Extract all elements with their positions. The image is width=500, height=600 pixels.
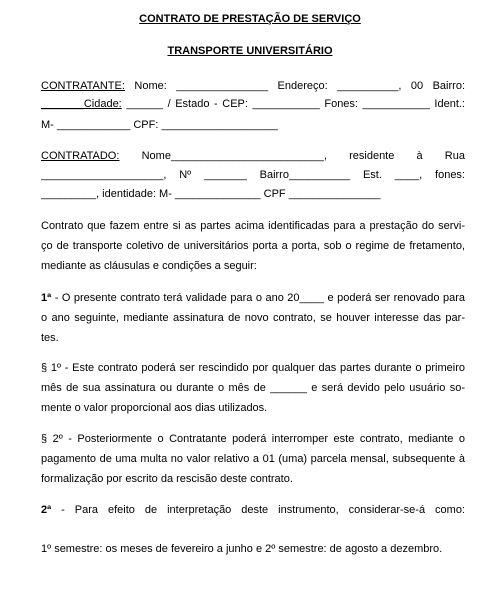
contratante-line-2-blank: _______ — [41, 98, 84, 110]
contratante-line-1 — [41, 79, 465, 93]
clause-1-line-3: tes. — [41, 332, 59, 344]
contratante-line-3-text: M- ____________ CPF: ___________________ — [41, 119, 278, 131]
clause-2-line-1-text: - Para efeito de interpretação deste instrumento, considerar-se-á como: — [51, 504, 465, 516]
clause-2-line-1 — [41, 503, 465, 517]
paragraph-1-line-1: § 1º - Este contrato poderá ser rescindido por qualquer das partes durante o primeiro — [41, 362, 465, 374]
clause-1-line-1 — [41, 291, 465, 305]
clause-2-number: 2ª — [41, 504, 52, 516]
contratado-label: CONTRATADO: — [41, 150, 120, 162]
contratante-line-2 — [41, 97, 465, 111]
contratante-cidade-label: Cidade: — [83, 98, 122, 110]
contratado-line-1-text: Nome_________________________, residente à Rua — [119, 150, 465, 162]
document-subtitle-text: TRANSPORTE UNIVERSITÁRIO — [167, 45, 333, 57]
document-title — [0, 12, 500, 26]
contratante-label: CONTRATANTE: — [41, 80, 125, 92]
intro-line-2: ço de transporte coletivo de universitários porta a porta, sob o regime de fretamento, — [41, 240, 465, 252]
contratante-line-3 — [41, 118, 465, 132]
contratado-line-3-text: _________, identidade: M- ______________ CPF _______________ — [41, 188, 381, 200]
document-subtitle — [0, 44, 500, 58]
paragraph-1-line-3: mente o valor proporcional aos dias utilizados. — [41, 402, 268, 414]
paragraph-2-line-2: pagamento de uma multa no valor relativo a 01 (uma) parcela mensal, subsequente à — [41, 453, 465, 465]
contratante-line-2-text: ______ / Estado - CEP: ___________ Fones: ___________ Ident.: — [121, 98, 465, 110]
contratado-line-2 — [41, 168, 465, 182]
paragraph-2-line-3: formalização por escrito da rescisão deste contrato. — [41, 473, 293, 485]
contratado-line-1 — [41, 149, 465, 163]
contratado-line-3 — [41, 187, 465, 201]
clause-1-line-1-text: - O presente contrato terá validade para o ano 20____ e poderá ser renovado para — [51, 292, 465, 304]
contratado-line-2-text: ____________________, Nº _______ Bairro__________ Est. ____, fones: — [41, 169, 465, 181]
paragraph-2-line-1: § 2º - Posteriormente o Contratante poderá interromper este contrato, mediante o — [41, 433, 465, 445]
clause-1-number: 1ª — [41, 292, 52, 304]
paragraph-1-line-2: mês de sua assinatura ou durante o mês de ______ e será devido pelo usuário so- — [41, 382, 465, 394]
contratante-line-1-text: Nome: _______________ Endereço: __________, 00 Bairro: — [124, 80, 465, 92]
clause-1-line-2: o ano seguinte, mediante assinatura de novo contrato, se houver interesse das par- — [41, 312, 465, 324]
intro-line-3: mediante as cláusulas e condições a seguir: — [41, 260, 257, 272]
intro-line-1: Contrato que fazem entre si as partes acima identificadas para a prestação do servi- — [41, 220, 465, 232]
semester-line: 1º semestre: os meses de fevereiro a junho e 2º semestre: de agosto a dezembro. — [41, 543, 443, 555]
document-title-text: CONTRATO DE PRESTAÇÃO DE SERVIÇO — [139, 13, 361, 25]
